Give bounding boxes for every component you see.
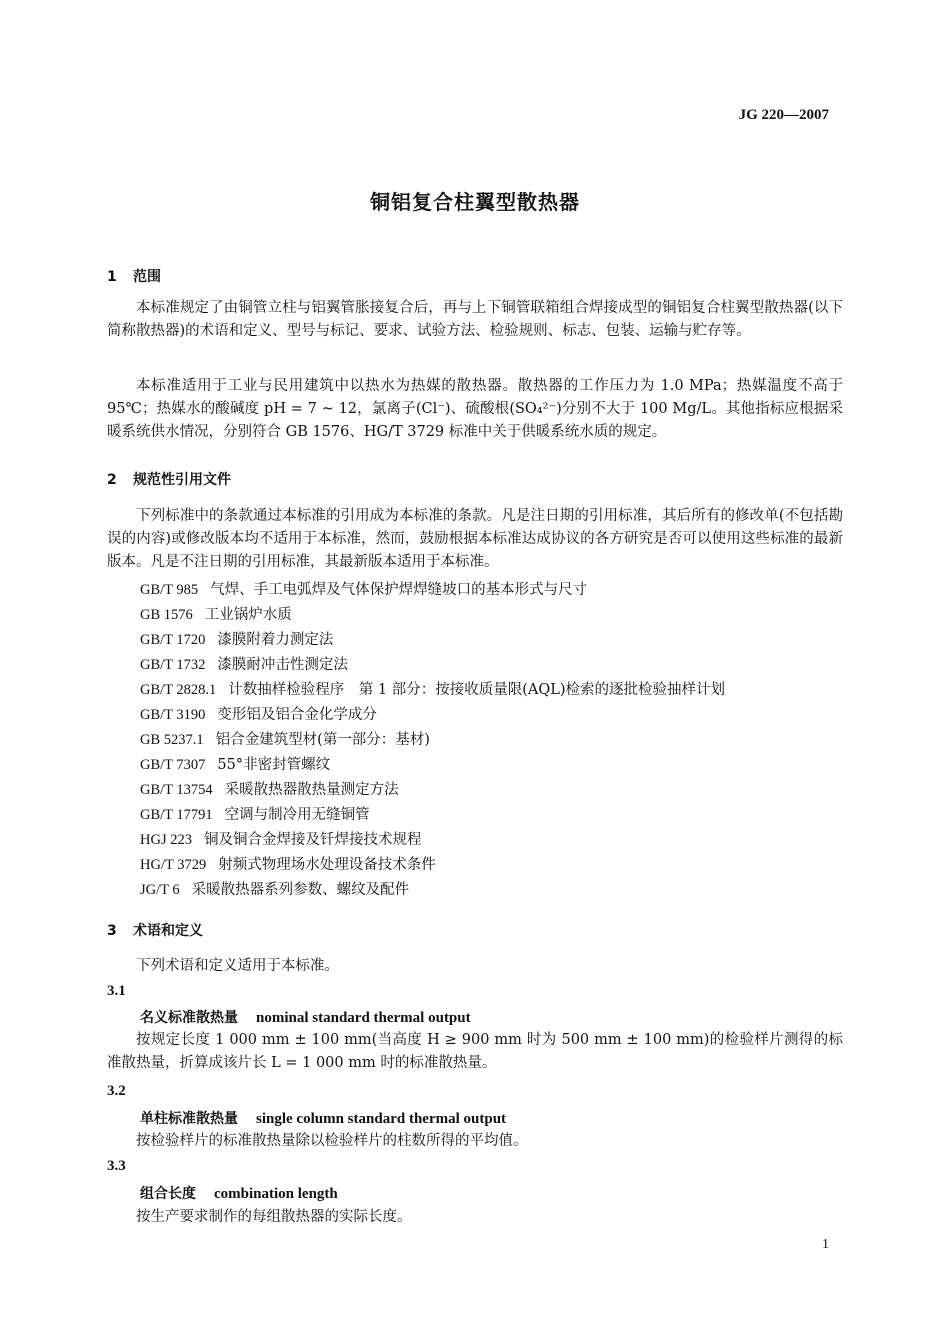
reference-title: 漆膜附着力测定法: [217, 632, 334, 648]
list-item: [140, 778, 725, 803]
section-3-intro: 下列术语和定义适用于本标准。: [136, 958, 339, 974]
section-1-paragraph-2: 本标准适用于工业与民用建筑中以热水为热媒的散热器。散热器的工作压力为 1.0 MPa；热媒温度不高于 95℃；热媒水的酸碱度 pH = 7 ~ 12，氯离子(Cl⁻)、硫酸根(SO₄²⁻)分别不大于 100 Mg/L。其他指标应根据采暖系统供水情况，分别符合 GB 1576、HG/T 3729 标准中关于供暖系统水质的规定。: [107, 378, 843, 440]
reference-title: 采暖散热器散热量测定方法: [224, 782, 399, 798]
section-number: 3: [107, 923, 117, 939]
section-2-heading: [107, 469, 231, 489]
list-item: [140, 753, 725, 778]
reference-title: 变形铝及铝合金化学成分: [217, 707, 377, 723]
term-name: [140, 1108, 506, 1128]
list-item: [140, 603, 725, 628]
reference-code: GB 5237.1: [140, 732, 204, 748]
reference-code: GB/T 17791: [140, 807, 213, 823]
reference-title: 工业锅炉水质: [204, 607, 292, 623]
reference-code: GB/T 985: [140, 582, 199, 598]
section-2-intro: 下列标准中的条款通过本标准的引用成为本标准的条款。凡是注日期的引用标准，其后所有的修改单(不包括勘误的内容)或修改版本均不适用于本标准，然而，鼓励根据本标准达成协议的各方研究是否可以使用这些标准的最新版本。凡是不注日期的引用标准，其最新版本适用于本标准。: [107, 508, 843, 570]
term-name: [140, 1183, 338, 1203]
term-definition: 按规定长度 1 000 mm ± 100 mm(当高度 H ≥ 900 mm 时为 500 mm ± 100 mm)的检验样片测得的标准散热量，折算成该片长 L = 1 000 mm 时的标准散热量。: [107, 1032, 843, 1071]
reference-code: HGJ 223: [140, 832, 192, 848]
reference-title: 铜及铜合金焊接及钎焊接技术规程: [203, 832, 422, 848]
reference-title: 气焊、手工电弧焊及气体保护焊焊缝坡口的基本形式与尺寸: [210, 582, 588, 598]
reference-code: GB/T 3190: [140, 707, 206, 723]
section-1-paragraph-1: 本标准规定了由铜管立柱与铝翼管胀接复合后，再与上下铜管联箱组合焊接成型的铜铝复合柱翼型散热器(以下简称散热器)的术语和定义、型号与标记、要求、试验方法、检验规则、标志、包装、运输与贮存等。: [107, 300, 843, 339]
term-definition: 按生产要求制作的每组散热器的实际长度。: [136, 1209, 412, 1225]
reference-title: 计数抽样检验程序 第 1 部分：按接收质量限(AQL)检索的逐批检验抽样计划: [228, 682, 726, 698]
reference-title: 射频式物理场水处理设备技术条件: [218, 857, 436, 873]
standard-code: JG 220—2007: [738, 107, 829, 123]
reference-title: 采暖散热器系列参数、螺纹及配件: [191, 882, 410, 898]
section-number: 1: [107, 269, 117, 285]
list-item: [140, 728, 725, 753]
reference-title: 铝合金建筑型材(第一部分：基材): [215, 732, 430, 748]
reference-code: GB/T 13754: [140, 782, 213, 798]
reference-title: 空调与制冷用无缝铜管: [224, 807, 370, 823]
reference-code: JG/T 6: [140, 882, 180, 898]
term-number: 3.2: [107, 1083, 126, 1099]
reference-code: HG/T 3729: [140, 857, 207, 873]
list-item: [140, 853, 725, 878]
term-name-en: single column standard thermal output: [256, 1111, 507, 1127]
list-item: [140, 878, 725, 903]
list-item: [140, 678, 725, 703]
term-number: 3.3: [107, 1158, 126, 1174]
section-number: 2: [107, 472, 117, 488]
section-title: 规范性引用文件: [133, 472, 231, 488]
term-name-cn: 名义标准散热量: [140, 1010, 238, 1026]
list-item: [140, 653, 725, 678]
term-number: 3.1: [107, 983, 126, 999]
list-item: [140, 628, 725, 653]
term-name-en: nominal standard thermal output: [256, 1010, 471, 1026]
section-3-heading: [107, 920, 203, 940]
term-name-en: combination length: [214, 1186, 338, 1202]
reference-title: 55°非密封管螺纹: [217, 757, 331, 773]
term-name-cn: 组合长度: [140, 1186, 196, 1202]
reference-code: GB/T 2828.1: [140, 682, 217, 698]
list-item: [140, 803, 725, 828]
reference-code: GB/T 1732: [140, 657, 206, 673]
reference-code: GB 1576: [140, 607, 193, 623]
term-name: [140, 1007, 471, 1027]
list-item: [140, 578, 725, 603]
section-title: 范围: [133, 269, 161, 285]
list-item: [140, 703, 725, 728]
term-name-cn: 单柱标准散热量: [140, 1111, 238, 1127]
page-number: 1: [822, 1237, 829, 1252]
section-1-heading: [107, 266, 161, 286]
reference-code: GB/T 7307: [140, 757, 206, 773]
reference-title: 漆膜耐冲击性测定法: [217, 657, 348, 673]
reference-code: GB/T 1720: [140, 632, 206, 648]
reference-list: [140, 578, 725, 903]
document-title: 铜铝复合柱翼型散热器: [370, 190, 580, 214]
term-definition: 按检验样片的标准散热量除以检验样片的柱数所得的平均值。: [136, 1133, 528, 1149]
list-item: [140, 828, 725, 853]
section-title: 术语和定义: [133, 923, 203, 939]
